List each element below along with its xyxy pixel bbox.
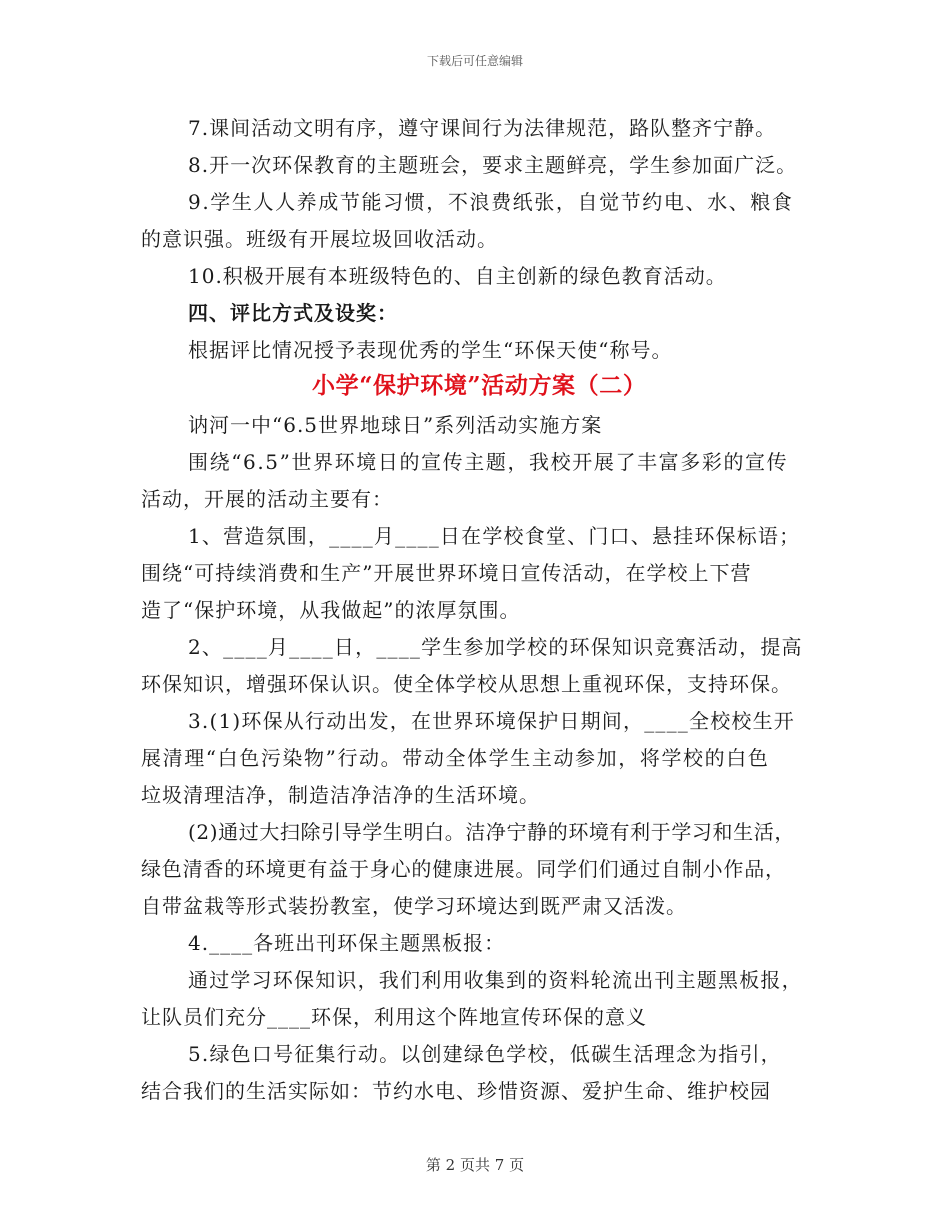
activity-1: 1、营造氛围，____月____日在学校食堂、门口、悬挂环保标语； [188,524,801,548]
plan-subtitle: 讷河一中“6.5世界地球日”系列活动实施方案 [188,413,603,437]
intro-paragraph: 围绕“6.5”世界环境日的宣传主题，我校开展了丰富多彩的宣传 [188,450,789,474]
activity-2: 2、____月____日，____学生参加学校的环保知识竞赛活动，提高 [188,635,803,659]
activity-3-1: 3.(1)环保从行动出发，在世界环境保护日期间，____全校校生开 [188,709,796,733]
page-header-note: 下载后可任意编辑 [426,54,523,68]
activity-3-1-cont-a: 展清理“白色污染物”行动。带动全体学生主动参加，将学校的白色 [141,746,770,770]
activity-3-2: (2)通过大扫除引导学生明白。洁净宁静的环境有利于学习和生活， [188,820,795,844]
intro-paragraph-cont: 活动，开展的活动主要有： [141,487,393,511]
list-item-8: 8.开一次环保教育的主题班会，要求主题鲜亮，学生参加面广泛。 [188,153,798,177]
activity-1-cont-b: 造了“保护环境，从我做起”的浓厚氛围。 [141,598,521,622]
list-item-9-cont: 的意识强。班级有开展垃圾回收活动。 [141,227,498,251]
section-heading-4: 四、评比方式及设奖： [188,301,398,325]
page-number-footer: 第 2 页共 7 页 [425,1156,525,1174]
list-item-10: 10.积极开展有本班级特色的、自主创新的绿色教育活动。 [188,264,727,288]
activity-4: 4.____各班出刊环保主题黑板报： [188,931,506,955]
activity-3-1-cont-b: 垃圾清理洁净，制造洁净洁净的生活环境。 [141,783,540,807]
activity-5-cont: 结合我们的生活实际如：节约水电、珍惜资源、爱护生命、维护校园 [141,1079,771,1103]
list-item-9: 9.学生人人养成节能习惯，不浪费纸张，自觉节约电、水、粮食 [188,190,794,214]
section-title: 小学“保护环境”活动方案（二） [312,372,647,399]
activity-5: 5.绿色口号征集行动。以创建绿色学校，低碳生活理念为指引， [188,1042,782,1066]
activity-2-cont: 环保知识，增强环保认识。使全体学校从思想上重视环保，支持环保。 [141,672,792,696]
award-paragraph: 根据评比情况授予表现优秀的学生“环保天使“称号。 [188,338,673,362]
activity-4-paragraph: 通过学习环保知识，我们利用收集到的资料轮流出刊主题黑板报， [188,968,803,992]
list-item-7: 7.课间活动文明有序，遵守课间行为法律规范，路队整齐宁静。 [188,116,777,140]
activity-4-paragraph-cont: 让队员们充分____环保，利用这个阵地宣传环保的意义 [141,1005,647,1029]
activity-1-cont-a: 围绕“可持续消费和生产”开展世界环境日宣传活动，在学校上下营 [141,561,752,585]
activity-3-2-cont-a: 绿色清香的环境更有益于身心的健康进展。同学们们通过自制小作品， [141,857,786,881]
activity-3-2-cont-b: 自带盆栽等形式装扮教室，使学习环境达到既严肃又活泼。 [141,894,687,918]
